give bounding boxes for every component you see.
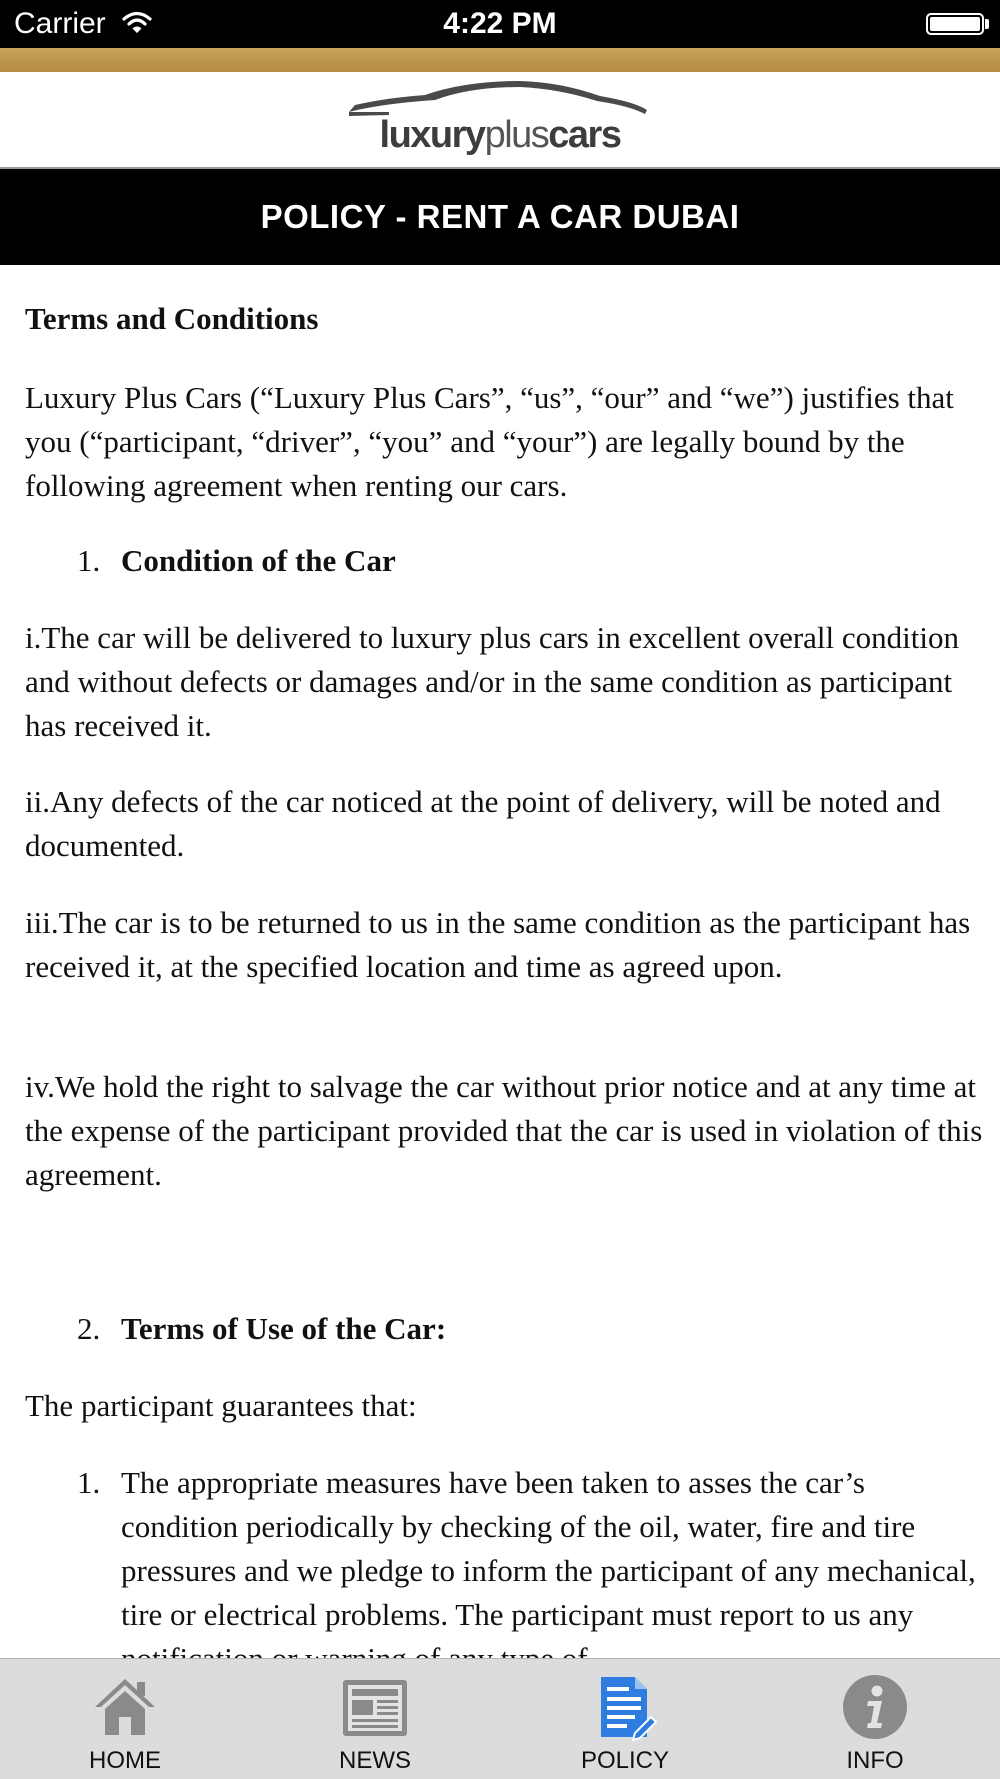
policy-icon xyxy=(591,1673,659,1741)
intro-paragraph: Luxury Plus Cars (“Luxury Plus Cars”, “us”, “our” and “we”) justifies that you (“participant, “driver”, “you” and “your”) are legally bound by the following agreement when renting our cars. xyxy=(25,380,954,503)
list-item-number: 1. xyxy=(77,1465,101,1500)
battery-icon xyxy=(926,13,984,35)
condition-item-i: i.The car will be delivered to luxury plus cars in excellent overall condition and without defects or damages and/or in the same condition as participant has received it. xyxy=(25,620,959,743)
section-1-title: Condition of the Car xyxy=(121,543,396,578)
logo-word-luxury: luxury xyxy=(379,114,485,156)
condition-item-iv: iv.We hold the right to salvage the car without prior notice and at any time at the expense of the participant provided that the car is used in violation of this agreement. xyxy=(25,1069,983,1192)
carrier-label: Carrier xyxy=(14,7,106,40)
logo-wordmark xyxy=(0,116,1000,154)
logo-word-plus: plus xyxy=(484,114,549,156)
tab-policy-label: POLICY xyxy=(580,1747,670,1774)
policy-content[interactable] xyxy=(25,265,990,1658)
page-title: POLICY - RENT A CAR DUBAI xyxy=(0,169,1000,265)
tab-policy[interactable] xyxy=(500,1659,750,1779)
logo-word-cars: cars xyxy=(548,114,621,156)
list-item-text: The appropriate measures have been taken to asses the car’s condition periodically by checking of the oil, water, fire and tire pressures and we pledge to inform the participant of any mechanical, tire or electrical problems. The participant must report to us any xyxy=(121,1465,976,1632)
tab-home-label: HOME xyxy=(89,1747,161,1774)
tab-home[interactable] xyxy=(0,1659,250,1779)
battery-tip xyxy=(985,19,989,29)
news-icon xyxy=(341,1673,409,1741)
condition-item-iii: iii.The car is to be returned to us in the same condition as the participant has received it, at the specified location and time as agreed upon. xyxy=(25,905,971,984)
tab-bar xyxy=(0,1658,1000,1779)
condition-item-ii: ii.Any defects of the car noticed at the point of delivery, will be noted and documented. xyxy=(25,784,941,863)
header-accent-strip xyxy=(0,48,1000,72)
section-1-number: 1. xyxy=(77,543,101,578)
section-2-lead: The participant guarantees that: xyxy=(25,1388,417,1423)
info-icon xyxy=(841,1673,909,1741)
tab-info-label: INFO xyxy=(846,1747,904,1774)
logo-area xyxy=(0,72,1000,169)
status-bar xyxy=(0,0,1000,48)
tab-news[interactable] xyxy=(250,1659,500,1779)
tab-news-label: NEWS xyxy=(339,1747,411,1774)
section-2-number: 2. xyxy=(77,1311,101,1346)
home-icon xyxy=(91,1673,159,1741)
status-time: 4:22 PM xyxy=(443,7,557,40)
section-heading-terms: Terms and Conditions xyxy=(25,301,319,336)
tab-info[interactable] xyxy=(750,1659,1000,1779)
section-2-title: Terms of Use of the Car: xyxy=(121,1311,447,1346)
